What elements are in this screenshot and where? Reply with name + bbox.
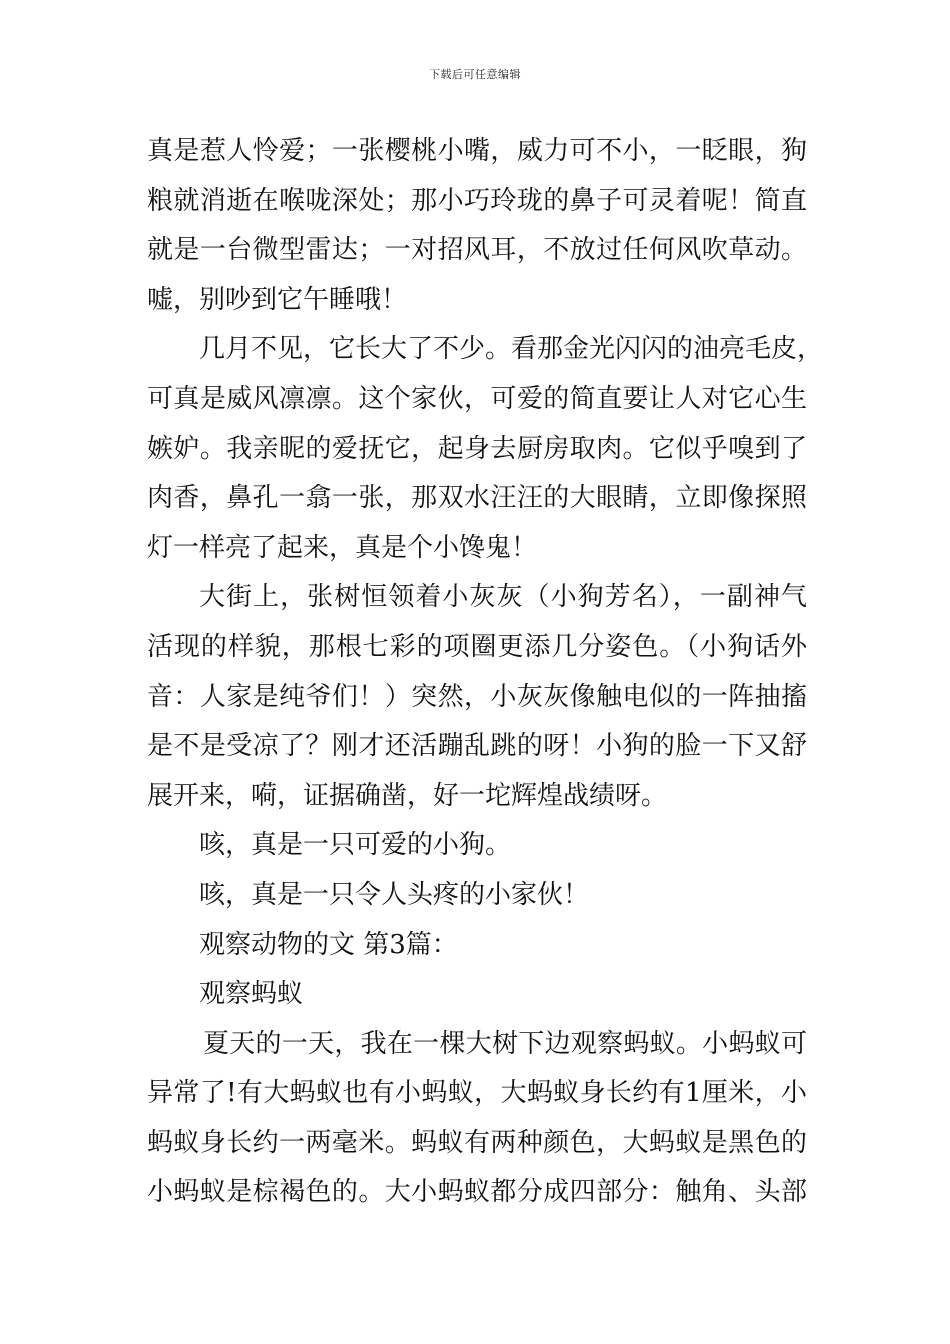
paragraph-start-line: 大街上，张树恒领着小灰灰（小狗芳名），一副神气 [199, 582, 807, 613]
text-line: 可真是威风凛凛。这个家伙，可爱的简直要让人对它心生 [147, 383, 807, 414]
text-line: 展开来，嗬，证据确凿，好一坨辉煌战绩呀。 [147, 780, 668, 811]
text-line: 活现的样貌，那根七彩的项圈更添几分姿色。（小狗话外 [147, 631, 807, 662]
paragraph-start-line: 几月不见，它长大了不少。看那金光闪闪的油亮毛皮， [199, 334, 824, 365]
text-line: 嫉妒。我亲昵的爱抚它，起身去厨房取肉。它似乎嗅到了 [147, 433, 807, 464]
text-line: 音：人家是纯爷们！）突然，小灰灰像触电似的一阵抽搐 [147, 681, 807, 712]
text-line: 真是惹人怜爱；一张樱桃小嘴，威力可不小，一眨眼，狗 [147, 136, 807, 166]
paragraph-line: 咳，真是一只令人头疼的小家伙！ [199, 879, 590, 910]
article-title: 观察蚂蚁 [199, 979, 304, 1010]
text-line: 肉香，鼻孔一翕一张，那双水汪汪的大眼睛，立即像探照 [147, 483, 807, 514]
text-line: 就是一台微型雷达；一对招风耳，不放过任何风吹草动。 [147, 235, 807, 266]
text-line: 灯一样亮了起来，真是个小馋鬼！ [147, 532, 538, 563]
text-line: 蚂蚁身长约一两毫米。蚂蚁有两种颜色，大蚂蚁是黑色的 [147, 1127, 807, 1158]
page-header: 下载后可任意编辑 [429, 68, 521, 81]
text-line: 是不是受凉了？刚才还活蹦乱跳的呀！小狗的脸一下又舒 [147, 731, 807, 762]
text-line: 异常了!有大蚂蚁也有小蚂蚁，大蚂蚁身长约有1厘米，小 [147, 1078, 807, 1109]
document-body [147, 127, 824, 1218]
paragraph-line: 咳，真是一只可爱的小狗。 [199, 830, 512, 861]
text-line: 粮就消逝在喉咙深处；那小巧玲珑的鼻子可灵着呢！简直 [147, 185, 807, 216]
paragraph-start-line: 夏天的一天，我在一棵大树下边观察蚂蚁。小蚂蚁可 [203, 1028, 807, 1059]
text-line: 嘘，别吵到它午睡哦！ [147, 284, 408, 315]
text-line: 小蚂蚁是棕褐色的。大小蚂蚁都分成四部分：触角、头部 [147, 1177, 807, 1208]
section-heading: 观察动物的文 第3篇： [199, 929, 458, 960]
